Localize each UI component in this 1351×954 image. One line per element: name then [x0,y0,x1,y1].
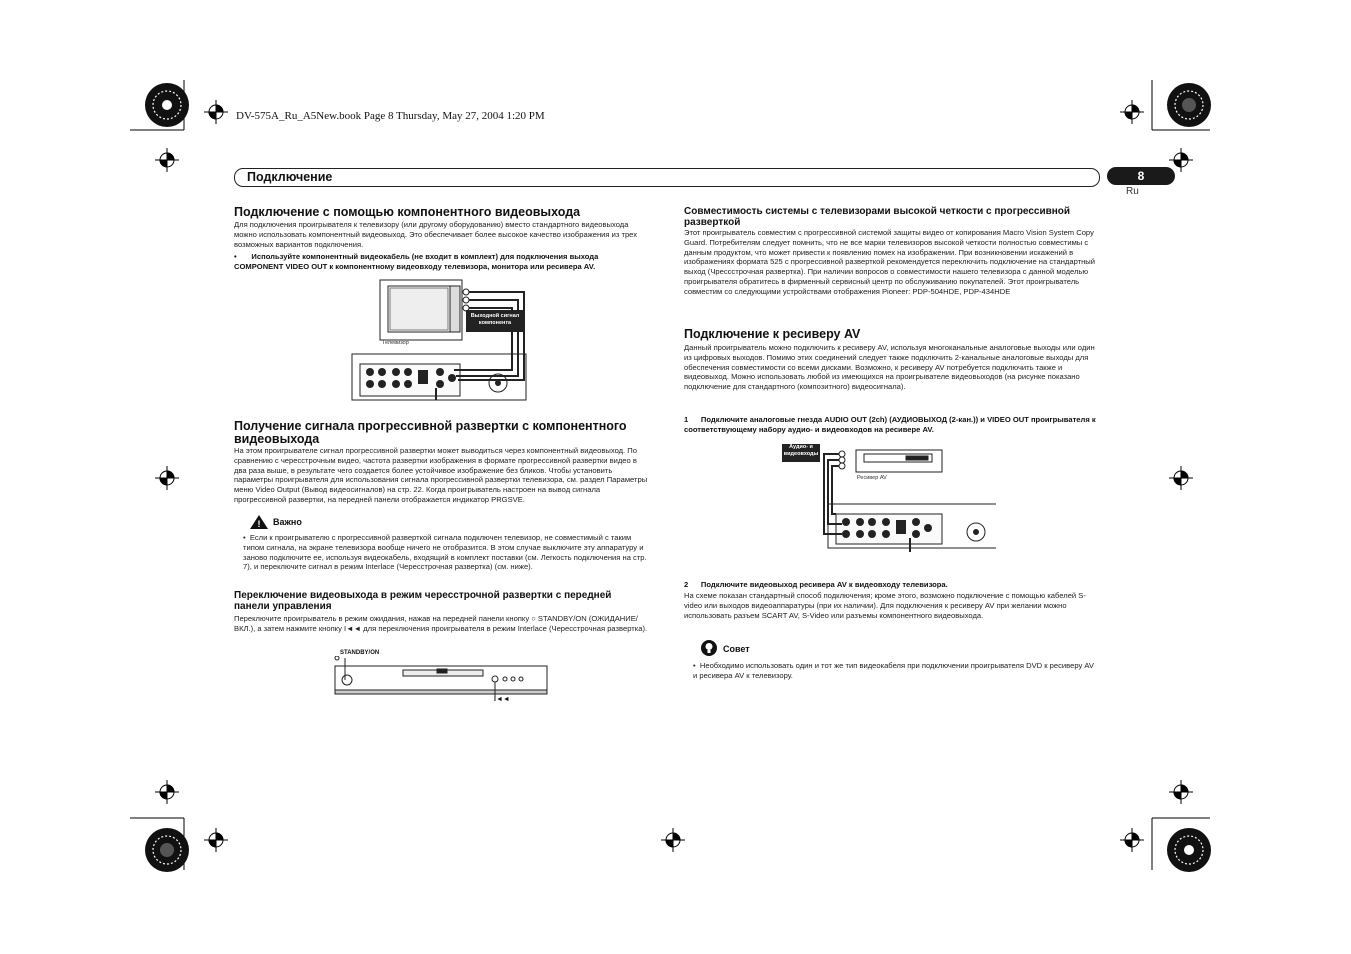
para-important: • Если к проигрывателю с прогрессивной разверткой сигнала подключен телевизор, не совместимый с таким типом сигнала, на экране телевизора вообще ничего не отобразится. В этом случае выключите эту аппаратуру и заново подключите ее, используя видеокабель, входящий в комплект поставки (см. Легкость подключения на стр. 7), и переключите сигнал в режим Interlace (Чересстрочная развертка) (см. ниже). [243,533,647,572]
step-1: 1 Подключите аналоговые гнезда AUDIO OUT (2ch) (АУДИОВЫХОД (2-кан.)) и VIDEO OUT проигрывателя к соответствующему набору аудио- и видеовходов на ресивере AV. [684,415,1096,434]
diagram-front-panel [333,656,551,706]
page-number: 8 [1107,167,1175,185]
diagram-component-connection [348,278,538,406]
dia2-inputs-label: Аудио- и видеовходы [783,444,819,457]
para-component-1: Для подключения проигрывателя к телевизору (или другому оборудованию) вместо стандартного видеовыхода можно использовать компонентный видеовыход. Это обеспечивает более высокое качество изображения из трех возможных вариантов подключения. [234,220,638,249]
heading-progressive: Получение сигнала прогрессивной развертки с компонентного видеовыхода [234,419,627,446]
language-code: Ru [1126,186,1139,197]
heading-av-receiver: Подключение к ресиверу AV [684,327,861,341]
para-progressive: На этом проигрывателе сигнал прогрессивной развертки может выводиться через компонентный видеовыход. По сравнению с чересстрочным видео, частота развертки изображения в формате прогрессивной развертки видео в два раза выше, в результате чего создается более устойчивое изображение без бликов. Чтобы установить параметры проигрывателя для использования сигнала прогрессивной развертки телевизора, см. раздел Параметры меню Video Output (Вывод видеосигналов) на стр. 22. Когда проигрыватель настроен на вывод сигнала прогрессивной развертки, на передней панели отображается индикатор PRGSVE. [234,446,648,504]
para-interlace: Переключите проигрыватель в режим ожидания, нажав на передней панели кнопку ○ STANDBY/ON (ОЖИДАНИЕ/ВКЛ.), а затем нажмите кнопку I◄◄ для переключения проигрывателя в режим Interlace (Чересстрочная развертка). [234,614,648,633]
para-hd-compat: Этот проигрыватель совместим с прогрессивной системой защиты видео от копирования Macro Vision System Copy Guard. Потребителям следует помнить, что не все марки телевизоров высокой четкости полностью совместимы с данным продуктом, что может привести к появлению помех на изображении. При возникновении искажений в изображениях формата 525 с прогрессивной разверткой рекомендуется переключить подключение на стандартный выход (Чрессстрочная развертка). При наличии вопросов о совместимости нашего телевизора с данной моделью проигрывателя обратитесь в фирменный сервисный центр по обслуживанию покупателей. Этот проигрыватель совместим со следующими устройствами отображения Pioneer: PDP-504HDE, PDP-434HDE [684,228,1096,296]
diagram-receiver-connection [780,442,1000,556]
tip-icon [700,639,718,657]
heading-component: Подключение с помощью компонентного видеовыхода [234,205,581,219]
section-title: Подключение [247,170,333,184]
heading-hd-compat: Совместимость системы с телевизорами высокой четкости с прогрессивной разверткой [684,206,1071,228]
file-stamp: DV-575A_Ru_A5New.book Page 8 Thursday, May 27, 2004 1:20 PM [236,110,545,122]
para-av-receiver: Данный проигрыватель можно подключить к ресиверу AV, используя многоканальные аналоговые выходы или один из цифровых выходов. Помимо этих соединений следует также подключить 2-канальные аналоговые выходы для обеспечения совместимости со всеми дисками. Возможно, к ресиверу AV потребуется подключить также и видеовыход. Можно использовать любой из имеющихся на проигрывателе видеовыходов (на рисунке показано подключение для стандартного (композитного) видеосигнала). [684,343,1095,392]
svg-text:!: ! [257,519,261,529]
dia3-prev-label: I◄◄ [494,696,510,703]
para-component-2: • Используйте компонентный видеокабель (не входит в комплект) для подключения выхода COMPONENT VIDEO OUT к компонентному видеовходу телевизора, монитора или ресивера AV. [234,252,599,271]
warning-icon [249,514,269,530]
para-step-2: На схеме показан стандартный способ подключения; кроме этого, возможно подключение с помощью кабелей S-video или выходов видеоаппаратуры (при их наличии). Для подключения к ресиверу AV при желании можно использовать разъем SCART AV, S-Video или разъемы компонентного видеовыхода. [684,591,1086,620]
important-title: Важно [273,517,302,527]
dia1-box-label: Выходной сигнал компонента [470,313,520,326]
dia2-receiver-label: Ресивер AV [857,475,887,481]
heading-interlace: Переключение видеовыхода в режим чересстрочной развертки с передней панели управления [234,590,612,612]
section-header-bar [234,168,1100,187]
dia1-tv-label: Телевизор [382,340,409,346]
dia3-standby-label: STANDBY/ON [340,650,380,656]
para-tip: • Необходимо использовать один и тот же тип видеокабеля при подключении проигрывателя DVD к ресиверу AV и ресивера AV к телевизору. [693,661,1094,680]
step-2: 2 Подключите видеовыход ресивера AV к видеовходу телевизора. [684,580,948,589]
tip-title: Совет [723,644,750,654]
